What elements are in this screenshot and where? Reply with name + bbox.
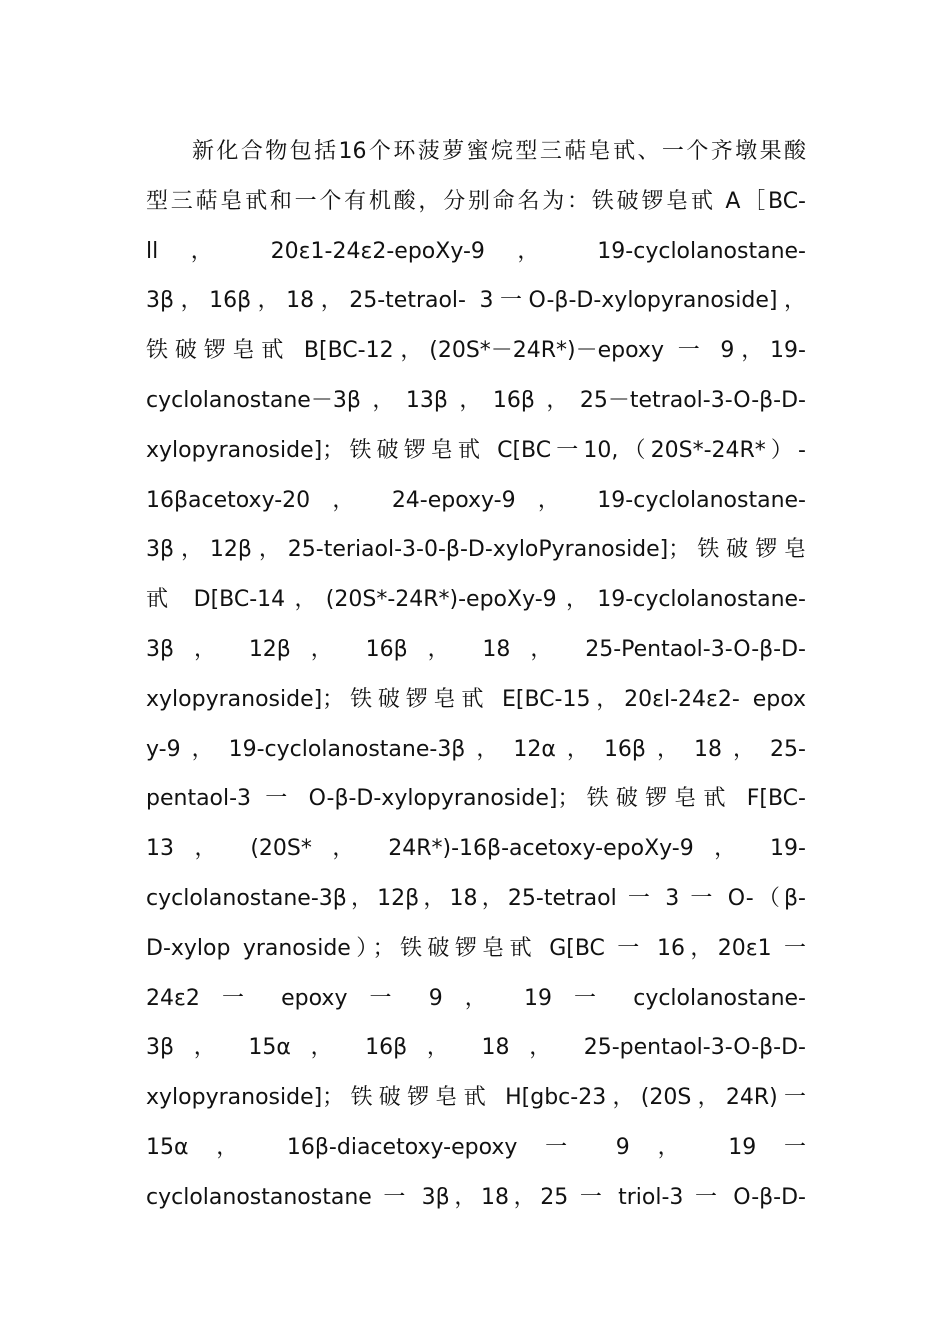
paragraph-line: xylopyranoside]；铁破锣皂甙 C[BC一10,（20S*-24R*）- (146, 437, 806, 463)
paragraph-line: xylopyranoside]；铁破锣皂甙 H[gbc-23，(20S，24R)一 (146, 1085, 806, 1111)
paragraph-line: pentaol-3 一 O-β-D-xylopyranoside]；铁破锣皂甙 F[BC- (146, 786, 806, 812)
paragraph-line: 型三萜皂甙和一个有机酸，分别命名为：铁破锣皂甙 A［BC- (146, 188, 806, 214)
paragraph-line: 3β，16β，18，25-tetraol- 3一O-β-D-xylopyranoside]， (146, 288, 806, 314)
paragraph-line: ll ， 20ε1-24ε2-epoXy-9 ， 19-cyclolanostane- (146, 238, 806, 264)
paragraph-line: xylopyranoside]；铁破锣皂甙 E[BC-15，20εl-24ε2- epox (146, 686, 806, 712)
paragraph-line: 3β，12β，25-teriaol-3-0-β-D-xyloPyranoside]；铁破锣皂 (146, 537, 806, 563)
paragraph-line: 3β ， 15α ， 16β ， 18 ， 25-pentaol-3-O-β-D- (146, 1035, 806, 1061)
paragraph-line: 15α ， 16β-diacetoxy-epoxy 一 9 ， 19 一 (146, 1134, 806, 1160)
paragraph-line: cyclolanostane-3β，12β，18，25-tetraol 一 3 一 O-（β- (146, 885, 806, 911)
paragraph-line: 3β ， 12β ， 16β ， 18 ， 25-Pentaol-3-O-β-D- (146, 636, 806, 662)
paragraph-line: cyclolanostane－3β，13β，16β，25－tetraol-3-O-β-D- (146, 387, 806, 413)
paragraph-line: 24ε2 一 epoxy 一 9 ， 19 一 cyclolanostane- (146, 985, 806, 1011)
paragraph-line: cyclolanostanostane 一 3β，18，25 一 triol-3 一 O-β-D- (146, 1184, 806, 1210)
body-paragraph (146, 127, 806, 1223)
paragraph-line: 16βacetoxy-20 ， 24-epoxy-9 ， 19-cyclolanostane- (146, 487, 806, 513)
paragraph-line: 铁破锣皂甙 B[BC-12，(20S*－24R*)－epoxy 一 9，19- (146, 338, 806, 364)
paragraph-line: 新化合物包括16个环菠萝蜜烷型三萜皂甙、一个齐墩果酸 (192, 139, 806, 164)
paragraph-line: y-9 ， 19-cyclolanostane-3β ， 12α ， 16β ， 18 ， 25- (146, 736, 806, 762)
paragraph-line: 甙 D[BC-14，(20S*-24R*)-epoXy-9，19-cyclolanostane- (146, 587, 806, 613)
paragraph-line: 13 ， (20S* ， 24R*)-16β-acetoxy-epoXy-9 ， 19- (146, 836, 806, 862)
paragraph-line: D-xylop yranoside）；铁破锣皂甙 G[BC 一 16，20ε1 一 (146, 935, 806, 961)
